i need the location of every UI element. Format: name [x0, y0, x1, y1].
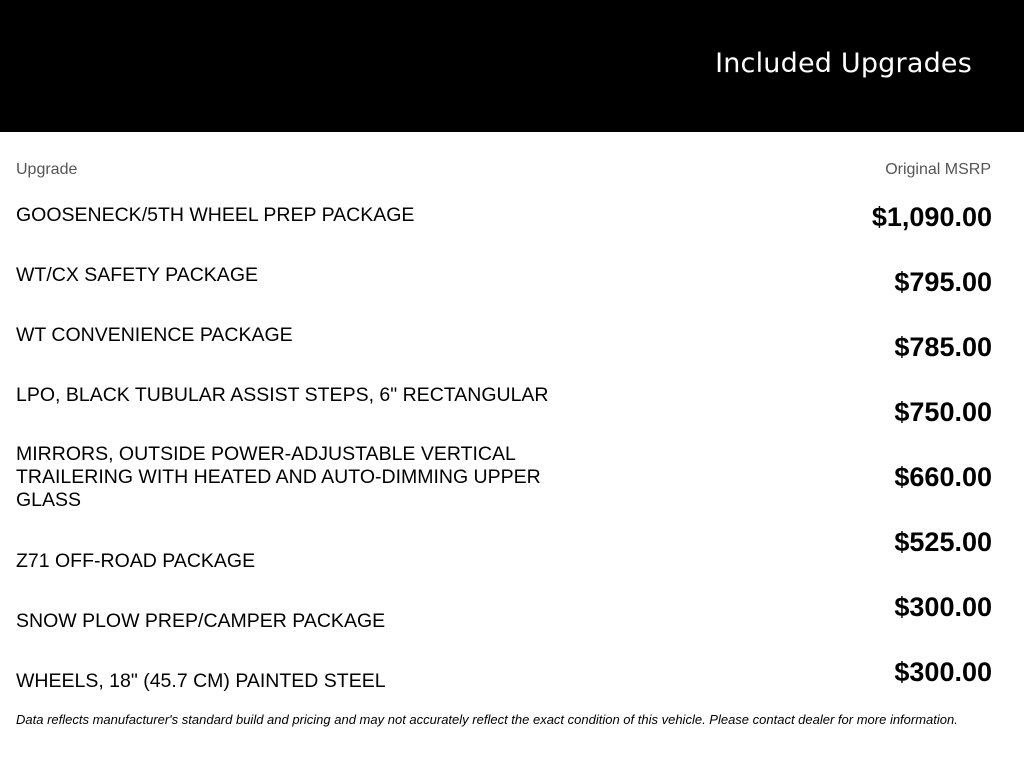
- upgrade-name: MIRRORS, OUTSIDE POWER-ADJUSTABLE VERTICAL TRAILERING WITH HEATED AND AUTO-DIMMING UPPER GLASS: [16, 443, 541, 511]
- upgrade-name: LPO, BLACK TUBULAR ASSIST STEPS, 6" RECTANGULAR: [16, 384, 549, 406]
- disclaimer-text: Data reflects manufacturer's standard build and pricing and may not accurately reflect the exact condition of this vehicle. Please contact dealer for more information.: [16, 712, 958, 727]
- price-value: $300.00: [894, 592, 992, 622]
- upgrade-name: WT/CX SAFETY PACKAGE: [16, 264, 258, 286]
- upgrade-name: SNOW PLOW PREP/CAMPER PACKAGE: [16, 610, 386, 632]
- upgrade-name: GOOSENECK/5TH WHEEL PREP PACKAGE: [16, 204, 415, 226]
- price-value: $660.00: [894, 462, 992, 492]
- price-value: $785.00: [894, 332, 992, 362]
- upgrade-name: WT CONVENIENCE PACKAGE: [16, 324, 293, 346]
- price-value: $300.00: [894, 657, 992, 687]
- column-header-upgrade: Upgrade: [16, 161, 78, 178]
- price-value: $1,090.00: [871, 202, 992, 232]
- price-value: $525.00: [894, 527, 992, 557]
- page-header: [0, 0, 1024, 132]
- upgrade-name: Z71 OFF-ROAD PACKAGE: [16, 550, 256, 572]
- price-value: $750.00: [894, 397, 992, 427]
- upgrade-name: WHEELS, 18" (45.7 CM) PAINTED STEEL: [16, 670, 386, 692]
- page-title: Included Upgrades: [715, 48, 972, 79]
- price-value: $795.00: [894, 267, 992, 297]
- column-header-msrp: Original MSRP: [885, 161, 991, 178]
